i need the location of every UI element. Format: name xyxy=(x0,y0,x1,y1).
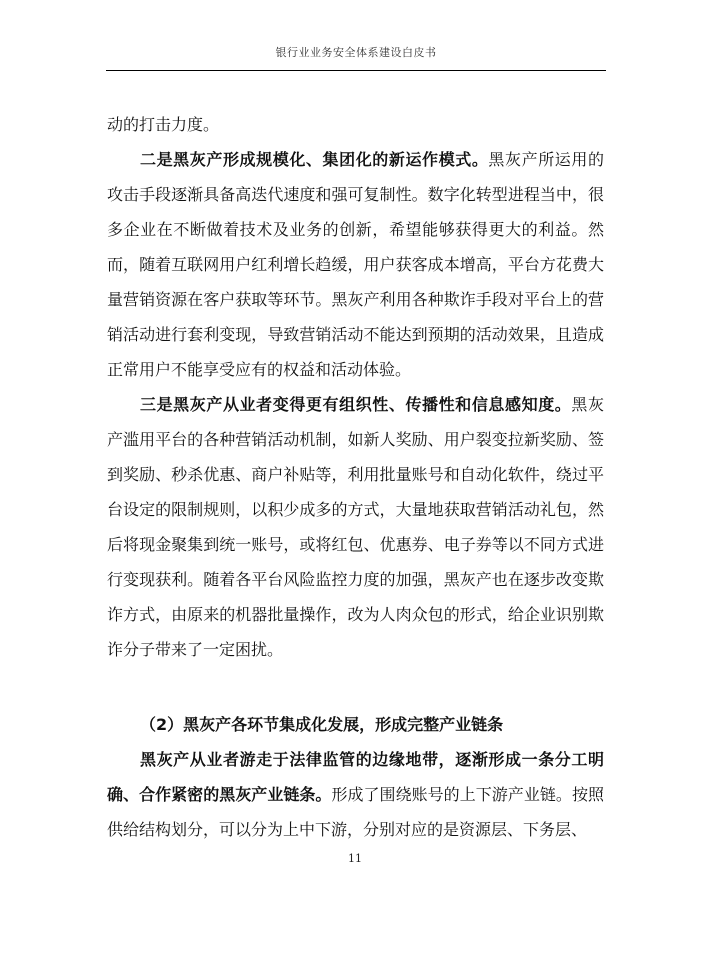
paragraph-point-three-lead: 三是黑灰产从业者变得更有组织性、传播性和信息感知度。 xyxy=(140,395,572,414)
paragraph-continuation: 动的打击力度。 xyxy=(107,115,220,134)
paragraph-point-two-lead: 二是黑灰产形成规模化、集团化的新运作模式。 xyxy=(140,150,489,169)
section-heading: （2）黑灰产各环节集成化发展，形成完整产业链条 xyxy=(140,715,504,734)
paragraph-point-three-body: 黑灰产滥用平台的各种营销活动机制，如新人奖励、用户裂变拉新奖励、签到奖励、秒杀优惠、商户补贴等，利用批量账号和自动化软件，绕过平台设定的限制规则，以积少成多的方式，大量地获取营销活动礼包，然后将现金聚集到统一账号，或将红包、优惠券、电子券等以不同方式进行变现获利。随着各平台风险监控力度的加强，黑灰产也在逐步改变欺诈方式，由原来的机器批量操作，改为人肉众包的形式，给企业识别欺诈分子带来了一定困扰。 xyxy=(107,395,604,659)
page-number: 11 xyxy=(348,852,362,865)
paragraph-industry-chain-lead: 黑灰产从业者游走于法律监管的边缘地带，逐渐形成一条分工明确、合作紧密的黑灰产业链条。 xyxy=(107,750,604,804)
paragraph-industry-chain-body: 形成了围绕账号的上下游产业链。按照供给结构划分，可以分为上中下游，分别对应的是资源层、下务层、 xyxy=(107,785,604,839)
paragraph-point-three xyxy=(107,387,604,667)
paragraph-industry-chain xyxy=(107,742,604,847)
running-header: 银行业业务安全体系建设白皮书 xyxy=(275,46,437,59)
header-divider xyxy=(106,70,606,71)
paragraph-point-two-body: 黑灰产所运用的攻击手段逐渐具备高迭代速度和强可复制性。数字化转型进程当中，很多企业在不断做着技术及业务的创新，希望能够获得更大的利益。然而，随着互联网用户红利增长趋缓，用户获客成本增高，平台方花费大量营销资源在客户获取等环节。黑灰产利用各种欺诈手段对平台上的营销活动进行套利变现，导致营销活动不能达到预期的活动效果，且造成正常用户不能享受应有的权益和活动体验。 xyxy=(107,150,604,379)
paragraph-point-two xyxy=(107,142,604,387)
